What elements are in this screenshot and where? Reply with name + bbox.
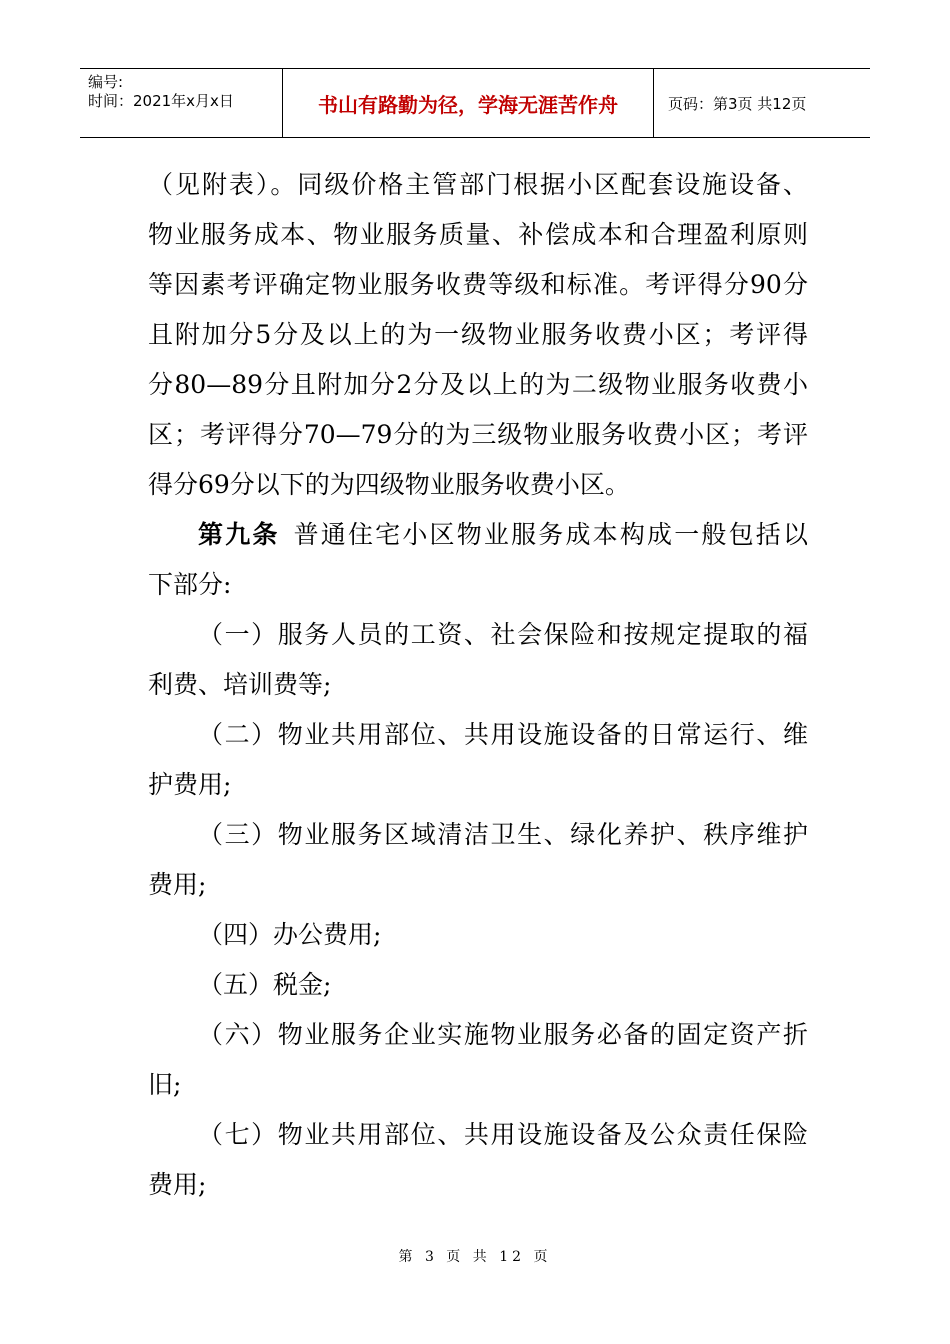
page-footer: 第 3 页 共 12 页 bbox=[398, 1249, 552, 1265]
header-page-info: 页码：第3页 共12页 bbox=[668, 94, 807, 113]
list-item bbox=[148, 1010, 808, 1110]
list-item bbox=[148, 910, 808, 960]
header-page-cell bbox=[654, 69, 870, 137]
list-item bbox=[148, 1110, 808, 1210]
header-motto-cell bbox=[282, 69, 654, 137]
text-line: 护费用; bbox=[148, 770, 232, 799]
header-motto: 书山有路勤为径，学海无涯苦作舟 bbox=[318, 92, 618, 117]
page-header bbox=[80, 68, 870, 138]
text-line: （四）办公费用; bbox=[198, 920, 382, 949]
text-line: （三）物业服务区域清洁卫生、绿化养护、秩序维护 bbox=[198, 820, 808, 849]
article-text: 普通住宅小区物业服务成本构成一般包括以 bbox=[293, 520, 808, 549]
list-item bbox=[148, 710, 808, 810]
article-paragraph bbox=[148, 510, 808, 610]
text-line: （二）物业共用部位、共用设施设备的日常运行、维 bbox=[198, 720, 808, 749]
text-line: 物业服务成本、物业服务质量、补偿成本和合理盈利原则 bbox=[148, 220, 808, 249]
document-date-label: 时间：2021年x月x日 bbox=[88, 92, 234, 110]
list-item bbox=[148, 810, 808, 910]
text-line: 下部分: bbox=[148, 570, 232, 599]
text-line: （六）物业服务企业实施物业服务必备的固定资产折 bbox=[198, 1020, 808, 1049]
text-line: 得分69分以下的为四级物业服务收费小区。 bbox=[148, 470, 630, 499]
text-line: 且附加分5分及以上的为一级物业服务收费小区；考评得 bbox=[148, 320, 808, 349]
document-number-label: 编号: bbox=[88, 73, 124, 91]
text-line bbox=[148, 510, 808, 560]
text-line: （见附表）。同级价格主管部门根据小区配套设施设备、 bbox=[148, 170, 808, 199]
text-line: 等因素考评确定物业服务收费等级和标准。考评得分90分 bbox=[148, 270, 808, 299]
text-line: （五）税金; bbox=[198, 970, 332, 999]
list-item bbox=[148, 960, 808, 1010]
document-body bbox=[148, 160, 808, 1210]
text-line: （一）服务人员的工资、社会保险和按规定提取的福 bbox=[198, 620, 808, 649]
text-line: 费用; bbox=[148, 1170, 207, 1199]
text-line: 区；考评得分70—79分的为三级物业服务收费小区；考评 bbox=[148, 420, 808, 449]
text-line: 旧; bbox=[148, 1070, 182, 1099]
article-number: 第九条 bbox=[198, 520, 280, 549]
text-line: 费用; bbox=[148, 870, 207, 899]
paragraph bbox=[148, 160, 808, 510]
list-item bbox=[148, 610, 808, 710]
text-line: 分80—89分且附加分2分及以上的为二级物业服务收费小 bbox=[148, 370, 808, 399]
text-line: 利费、培训费等; bbox=[148, 670, 332, 699]
header-meta-cell bbox=[80, 69, 282, 137]
text-line: （七）物业共用部位、共用设施设备及公众责任保险 bbox=[198, 1120, 808, 1149]
